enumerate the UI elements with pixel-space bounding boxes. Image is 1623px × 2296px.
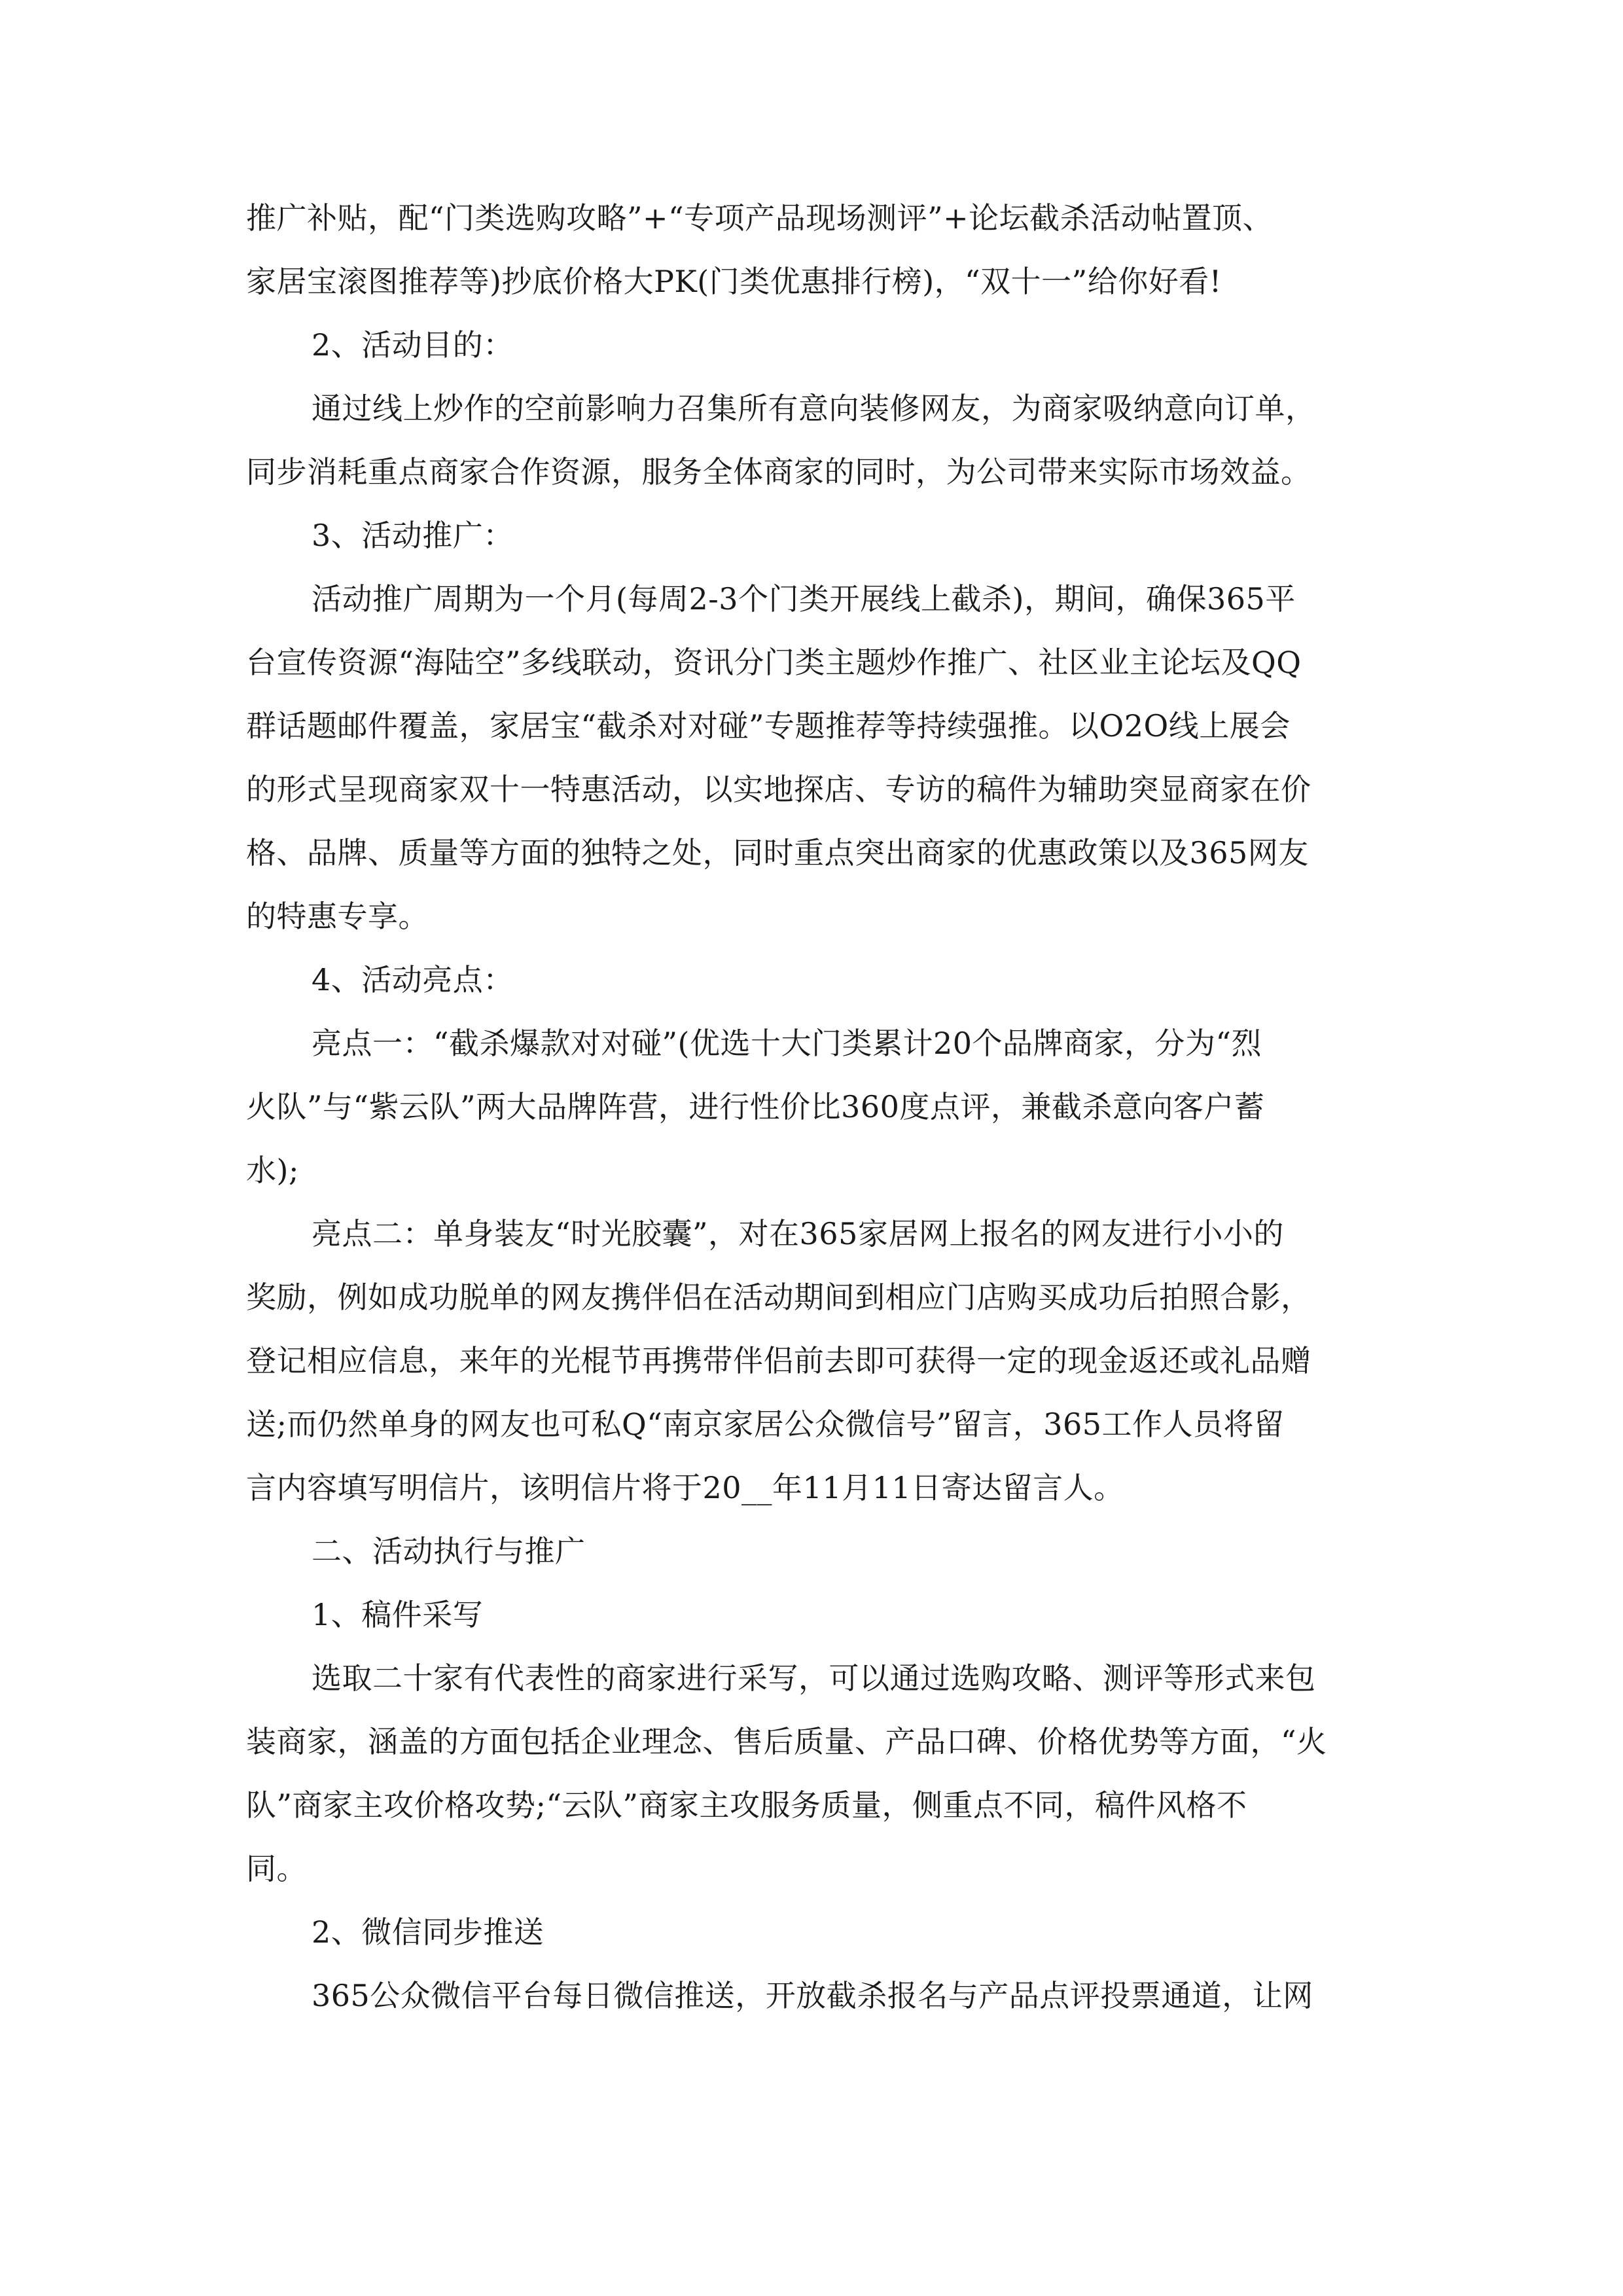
text-line: 亮点二：单身装友“时光胶囊”，对在365家居网上报名的网友进行小小的 (312, 1216, 1284, 1251)
text-line: 水); (246, 1153, 299, 1188)
text-line: 装商家，涵盖的方面包括企业理念、售后质量、产品口碑、价格优势等方面，“火 (246, 1724, 1327, 1759)
text-line: 选取二十家有代表性的商家进行采写，可以通过选购攻略、测评等形式来包 (312, 1660, 1316, 1696)
text-line: 365公众微信平台每日微信推送，开放截杀报名与产品点评投票通道，让网 (312, 1978, 1313, 2013)
text-line: 格、品牌、质量等方面的独特之处，同时重点突出商家的优惠政策以及365网友 (246, 835, 1309, 870)
text-line: 同。 (246, 1851, 307, 1886)
section-heading: 2、活动目的： (312, 327, 514, 363)
section-heading: 3、活动推广： (312, 518, 514, 553)
text-line: 活动推广周期为一个月(每周2-3个门类开展线上截杀)，期间，确保365平 (312, 581, 1296, 617)
section-heading: 1、稿件采写 (312, 1597, 484, 1632)
text-line: 火队”与“紫云队”两大品牌阵营，进行性价比360度点评，兼截杀意向客户蓄 (246, 1089, 1265, 1124)
text-line: 送;而仍然单身的网友也可私Q“南京家居公众微信号”留言，365工作人员将留 (246, 1407, 1285, 1442)
text-line: 言内容填写明信片，该明信片将于20__年11月11日寄达留言人。 (246, 1470, 1124, 1505)
text-line: 同步消耗重点商家合作资源，服务全体商家的同时，为公司带来实际市场效益。 (246, 454, 1311, 490)
section-heading: 二、活动执行与推广 (312, 1534, 586, 1569)
text-line: 台宣传资源“海陆空”多线联动，资讯分门类主题炒作推广、社区业主论坛及QQ (246, 645, 1302, 680)
section-heading: 2、微信同步推送 (312, 1914, 544, 1950)
text-line: 推广补贴，配“门类选购攻略”+“专项产品现场测评”+论坛截杀活动帖置顶、 (246, 200, 1274, 236)
section-heading: 4、活动亮点： (312, 962, 514, 997)
text-line: 队”商家主攻价格攻势;“云队”商家主攻服务质量，侧重点不同，稿件风格不 (246, 1787, 1247, 1823)
text-line: 群话题邮件覆盖，家居宝“截杀对对碰”专题推荐等持续强推。以O2O线上展会 (246, 708, 1291, 744)
text-line: 登记相应信息，来年的光棍节再携带伴侣前去即可获得一定的现金返还或礼品赠 (246, 1343, 1311, 1378)
text-line: 的形式呈现商家双十一特惠活动，以实地探店、专访的稿件为辅助突显商家在价 (246, 772, 1311, 807)
text-line: 奖励，例如成功脱单的网友携伴侣在活动期间到相应门店购买成功后拍照合影， (246, 1280, 1311, 1315)
text-line: 家居宝滚图推荐等)抄底价格大PK(门类优惠排行榜)，“双十一”给你好看! (246, 264, 1222, 299)
text-line: 的特惠专享。 (246, 899, 429, 934)
text-line: 通过线上炒作的空前影响力召集所有意向装修网友，为商家吸纳意向订单， (312, 391, 1316, 426)
text-line: 亮点一：“截杀爆款对对碰”(优选十大门类累计20个品牌商家，分为“烈 (312, 1026, 1262, 1061)
